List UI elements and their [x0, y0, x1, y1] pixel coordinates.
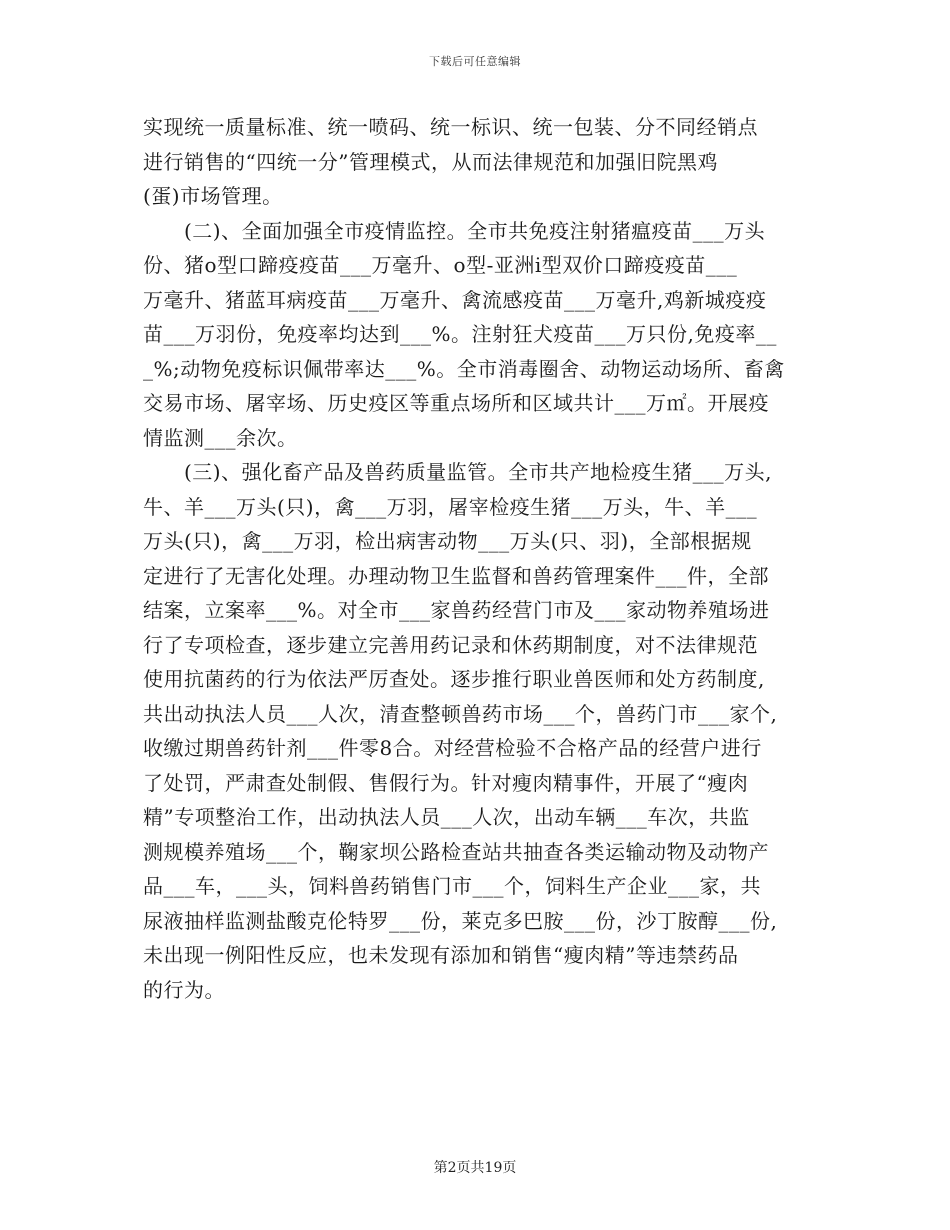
text-line: 交易市场、屠宰场、历史疫区等重点场所和区域共计___万㎡。开展疫 — [143, 391, 769, 415]
text-line: 共出动执法人员___人次，清查整顿兽药市场___个，兽药门市___家个, — [143, 701, 778, 726]
text-line: 进行销售的“四统一分”管理模式，从而法律规范和加强旧院黑鸡 — [143, 149, 718, 174]
text-line: 苗___万羽份，免疫率均达到___%。注射狂犬疫苗___万只份,免疫率__ — [143, 322, 777, 346]
text-line: 使用抗菌药的行为依法严厉查处。逐步推行职业兽医师和处方药制度, — [143, 667, 765, 691]
text-line: 实现统一质量标准、统一喷码、统一标识、统一包装、分不同经销点 — [143, 115, 758, 139]
text-line: 情监测___余次。 — [143, 425, 298, 450]
text-line: (蛋)市场管理。 — [143, 184, 283, 208]
text-line: (三)、强化畜产品及兽药质量监管。全市共产地检疫生猪___万头, — [143, 460, 772, 484]
text-line: 品___车，___头，饲料兽药销售门市___个，饲料生产企业___家，共 — [143, 874, 761, 898]
text-line: 牛、羊___万头(只)，禽___万羽，屠宰检疫生猪___万头，牛、羊___ — [143, 494, 758, 519]
text-line: 万头(只)，禽___万羽，检出病害动物___万头(只、羽)，全部根据规 — [143, 529, 752, 553]
text-line: 了处罚，严肃查处制假、售假行为。针对瘦肉精事件，开展了“瘦肉 — [143, 770, 749, 795]
text-line: 测规模养殖场___个，鞠家坝公路检查站共抽查各类运输动物及动物产 — [143, 839, 769, 864]
text-line: 定进行了无害化处理。办理动物卫生监督和兽药管理案件___件，全部 — [143, 563, 769, 588]
text-line: 的行为。 — [143, 977, 225, 1002]
text-line: _%;动物免疫标识佩带率达___%。全市消毒圈舍、动物运动场所、畜禽 — [143, 356, 785, 381]
text-line: 结案，立案率___%。对全市___家兽药经营门市及___家动物养殖场进 — [143, 598, 770, 622]
page-footer: 第2页共19页 — [433, 1160, 517, 1176]
text-line: (二)、全面加强全市疫情监控。全市共免疫注射猪瘟疫苗___万头 — [143, 218, 766, 243]
text-line: 份、猪o型口蹄疫疫苗___万毫升、o型-亚洲i型双价口蹄疫疫苗___ — [143, 253, 738, 277]
text-line: 精”专项整治工作，出动执法人员___人次，出动车辆___车次，共监 — [143, 805, 750, 829]
text-line: 万毫升、猪蓝耳病疫苗___万毫升、禽流感疫苗___万毫升,鸡新城疫疫 — [143, 287, 767, 312]
text-line: 行了专项检查，逐步建立完善用药记录和休药期制度，对不法律规范 — [143, 632, 758, 657]
page-header: 下载后可任意编辑 — [429, 55, 521, 68]
text-line: 未出现一例阳性反应，也未发现有添加和销售“瘦肉精”等违禁药品 — [143, 943, 739, 967]
body-text — [143, 110, 813, 1007]
text-line: 收缴过期兽药针剂___件零8合。对经营检验不合格产品的经营户进行 — [143, 736, 762, 760]
text-line: 尿液抽样监测盐酸克伦特罗___份，莱克多巴胺___份，沙丁胺醇___份, — [143, 908, 778, 933]
